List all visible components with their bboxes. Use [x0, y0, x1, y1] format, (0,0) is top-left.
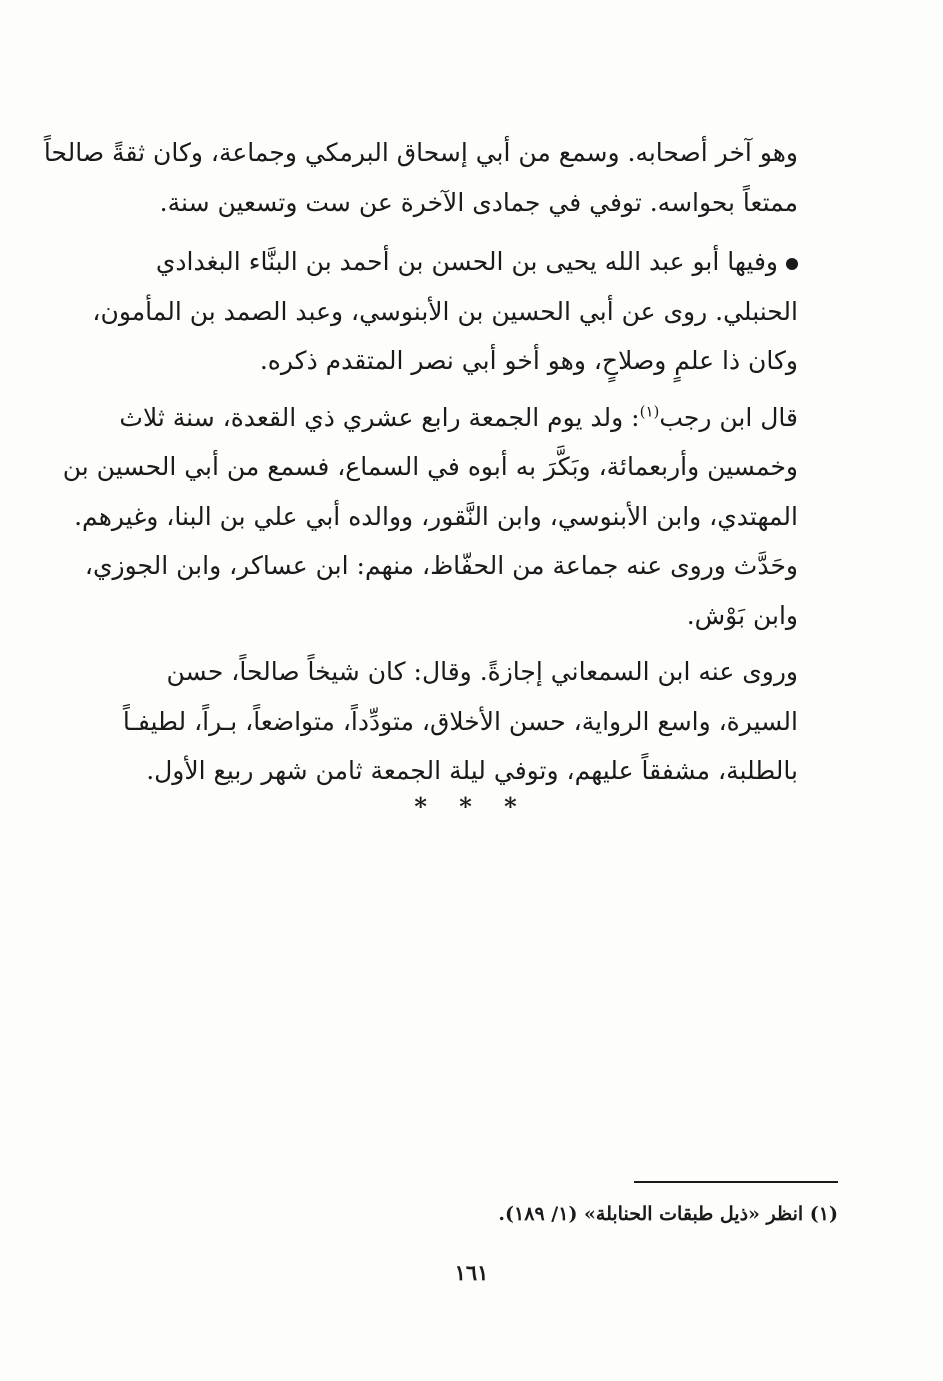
footnote-divider: [634, 1181, 838, 1183]
text-line: وحَدَّث وروى عنه جماعة من الحفّاظ، منهم: ابن عساكر، وابن الجوزي،: [84, 551, 798, 580]
text-line: ممتعاً بحواسه. توفي في جمادى الآخرة عن ست وتسعين سنة.: [159, 187, 798, 217]
text-line-with-bullet: [120, 237, 838, 287]
text-line: بالطلبة، مشفقاً عليهم، وتوفي ليلة الجمعة ثامن شهر ربيع الأول.: [146, 756, 798, 785]
text-segment: : ولد يوم الجمعة رابع عشري ذي القعدة، سنة ثلاث: [119, 402, 640, 432]
paragraph-2: [92, 237, 838, 386]
text-line: المهتدي، وابن الأبنوسي، وابن النَّقور، ووالده أبي علي بن البنا، وغيرهم.: [74, 501, 798, 531]
footnote-reference[interactable]: (١): [639, 402, 660, 421]
text-line: السيرة، واسع الرواية، حسن الأخلاق، متودِّداً، متواضعاً، بـراً، لطيفـاً: [122, 706, 798, 736]
text-line-with-footnote: [120, 393, 838, 443]
section-separator: * * *: [414, 792, 529, 821]
footnote: (١) انظر «ذيل طبقات الحنابلة» (١/ ١٨٩).: [498, 1203, 838, 1225]
text-line: وابن بَوْش.: [686, 600, 798, 630]
bullet-icon: [786, 258, 798, 270]
text-line: وخمسين وأربعمائة، وبَكَّرَ به أبوه في السماع، فسمع من أبي الحسين بن: [62, 452, 798, 481]
paragraph-1: [43, 128, 838, 227]
text-segment: قال ابن رجب: [659, 402, 798, 432]
page-number: ١٦١: [454, 1260, 489, 1285]
text-line: وهو آخر أصحابه. وسمع من أبي إسحاق البرمكي وجماعة، وكان ثقةً صالحاً: [43, 138, 798, 167]
main-text: [43, 128, 838, 803]
text-line: وروى عنه ابن السمعاني إجازةً. وقال: كان شيخاً صالحاً، حسن: [166, 657, 798, 686]
text-line: وكان ذا علمٍ وصلاحٍ، وهو أخو أبي نصر المتقدم ذكره.: [259, 346, 798, 375]
paragraph-4: [120, 647, 838, 796]
paragraph-3: [62, 393, 838, 641]
text-line: وفيها أبو عبد الله يحيى بن الحسن بن أحمد بن البنَّاء البغدادي: [155, 247, 778, 276]
text-line: الحنبلي. روى عن أبي الحسين بن الأبنوسي، وعبد الصمد بن المأمون،: [92, 296, 798, 326]
